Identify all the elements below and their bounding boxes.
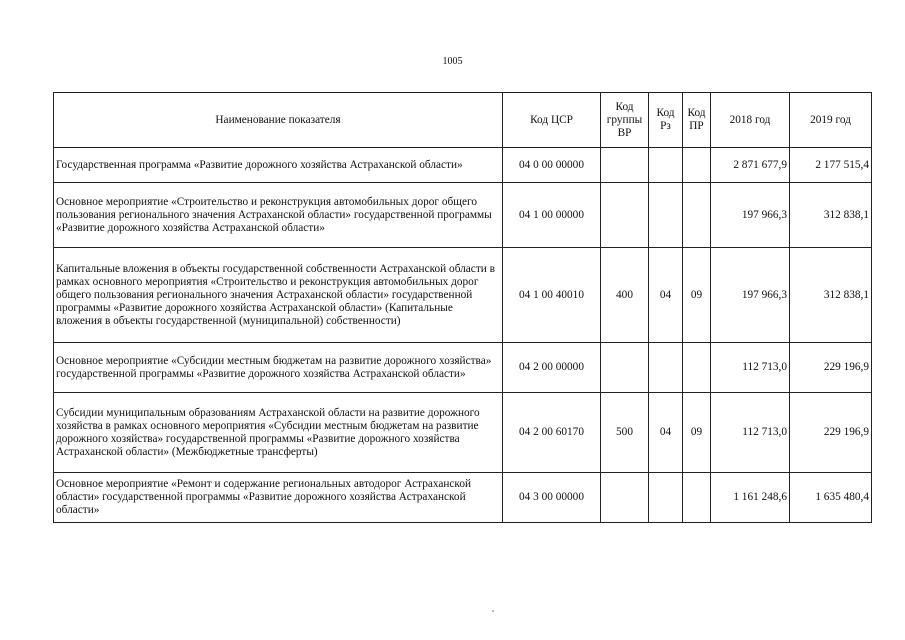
row-rz: 04 (649, 248, 683, 343)
row-2018: 197 966,3 (711, 248, 790, 343)
row-rz (649, 148, 683, 183)
row-2018: 112 713,0 (711, 343, 790, 393)
row-name: Капитальные вложения в объекты государственной собственности Астраханской области в рамках основного мероприятия «Строительство и реконструкция автомобильных дорог общего пользования регионального значения Астраханской области» государственной программы «Развитие дорожного хозяйства Астраханской области» (Капитальные вложения в объекты государственной (муниципальной) собственности) (54, 248, 503, 343)
table-row (54, 473, 872, 523)
row-rz: 04 (649, 393, 683, 473)
row-name: Основное мероприятие «Строительство и реконструкция автомобильных дорог общего пользования регионального значения Астраханской области» государственной программы «Развитие дорожного хозяйства Астраханской области» (54, 183, 503, 248)
row-2019: 1 635 480,4 (790, 473, 872, 523)
row-csr: 04 1 00 40010 (503, 248, 601, 343)
row-name: Субсидии муниципальным образованиям Астраханской области на развитие дорожного хозяйства в рамках основного мероприятия «Субсидии местным бюджетам на развитие дорожного хозяйства» государственной программы «Развитие дорожного хозяйства Астраханской области» (Межбюджетные трансферты) (54, 393, 503, 473)
row-vr: 500 (601, 393, 649, 473)
row-csr: 04 1 00 00000 (503, 183, 601, 248)
row-pr: 09 (683, 248, 711, 343)
scan-speck (492, 610, 494, 612)
row-csr: 04 2 00 00000 (503, 343, 601, 393)
row-vr: 400 (601, 248, 649, 343)
row-vr (601, 183, 649, 248)
row-name: Основное мероприятие «Ремонт и содержание региональных автодорог Астраханской области» государственной программы «Развитие дорожного хозяйства Астраханской области» (54, 473, 503, 523)
row-rz (649, 473, 683, 523)
row-vr (601, 473, 649, 523)
table-row (54, 393, 872, 473)
row-pr (683, 343, 711, 393)
header-csr: Код ЦСР (503, 93, 601, 148)
header-rz: Код Рз (649, 93, 683, 148)
row-vr (601, 343, 649, 393)
row-2019: 2 177 515,4 (790, 148, 872, 183)
row-2018: 197 966,3 (711, 183, 790, 248)
row-vr (601, 148, 649, 183)
header-vr: Код группы ВР (601, 93, 649, 148)
row-pr (683, 148, 711, 183)
page-number: 1005 (442, 56, 463, 67)
table-row (54, 343, 872, 393)
table-row (54, 183, 872, 248)
row-pr: 09 (683, 393, 711, 473)
row-2019: 312 838,1 (790, 248, 872, 343)
table-row (54, 248, 872, 343)
row-2018: 1 161 248,6 (711, 473, 790, 523)
row-rz (649, 183, 683, 248)
table-row (54, 148, 872, 183)
header-name: Наименование показателя (54, 93, 503, 148)
row-rz (649, 343, 683, 393)
header-2019: 2019 год (790, 93, 872, 148)
row-csr: 04 2 00 60170 (503, 393, 601, 473)
row-pr (683, 473, 711, 523)
budget-table (53, 92, 872, 523)
row-csr: 04 3 00 00000 (503, 473, 601, 523)
header-pr: Код ПР (683, 93, 711, 148)
row-name: Основное мероприятие «Субсидии местным бюджетам на развитие дорожного хозяйства» государственной программы «Развитие дорожного хозяйства Астраханской области» (54, 343, 503, 393)
row-2018: 2 871 677,9 (711, 148, 790, 183)
header-row (54, 93, 872, 148)
row-name: Государственная программа «Развитие дорожного хозяйства Астраханской области» (54, 148, 503, 183)
row-2018: 112 713,0 (711, 393, 790, 473)
row-2019: 229 196,9 (790, 343, 872, 393)
row-pr (683, 183, 711, 248)
row-csr: 04 0 00 00000 (503, 148, 601, 183)
header-2018: 2018 год (711, 93, 790, 148)
row-2019: 312 838,1 (790, 183, 872, 248)
row-2019: 229 196,9 (790, 393, 872, 473)
